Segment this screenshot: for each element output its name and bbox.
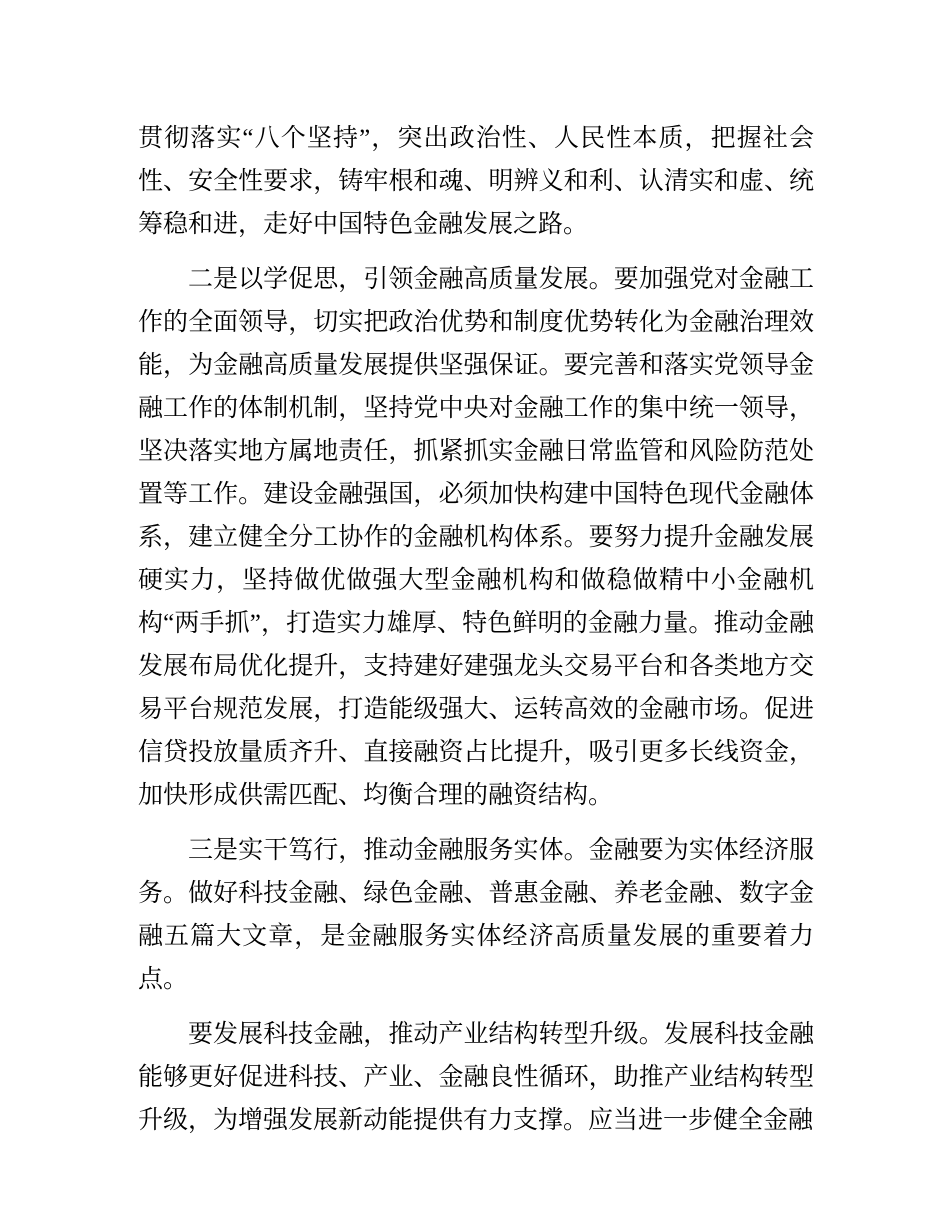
paragraph-continuation: 贯彻落实“八个坚持”，突出政治性、人民性本质，把握社会性、安全性要求，铸牢根和魂、明辨义和利、认清实和虚、统筹稳和进，走好中国特色金融发展之路。 [138,125,814,238]
paragraph-tech-finance: 要发展科技金融，推动产业结构转型升级。发展科技金融能够更好促进科技、产业、金融良性循环，助推产业结构转型升级，为增强发展新动能提供有力支撑。应当进一步健全金融 [138,1021,814,1134]
document-body [138,117,814,1142]
paragraph-point-two: 二是以学促思，引领金融高质量发展。要加强党对金融工作的全面领导，切实把政治优势和制度优势转化为金融治理效能，为金融高质量发展提供坚强保证。要完善和落实党领导金融工作的体制机制，坚持党中央对金融工作的集中统一领导，坚决落实地方属地责任，抓紧抓实金融日常监管和风险防范处置等工作。建设金融强国，必须加快构建中国特色现代金融体系，建立健全分工协作的金融机构体系。要努力提升金融发展硬实力，坚持做优做强大型金融机构和做稳做精中小金融机构“两手抓”，打造实力雄厚、特色鲜明的金融力量。推动金融发展布局优化提升，支持建好建强龙头交易平台和各类地方交易平台规范发展，打造能级强大、运转高效的金融市场。促进信贷投放量质齐升、直接融资占比提升，吸引更多长线资金，加快形成供需匹配、均衡合理的融资结构。 [138,266,814,809]
paragraph-point-three: 三是实干笃行，推动金融服务实体。金融要为实体经济服务。做好科技金融、绿色金融、普惠金融、养老金融、数字金融五篇大文章，是金融服务实体经济高质量发展的重要着力点。 [138,837,814,993]
